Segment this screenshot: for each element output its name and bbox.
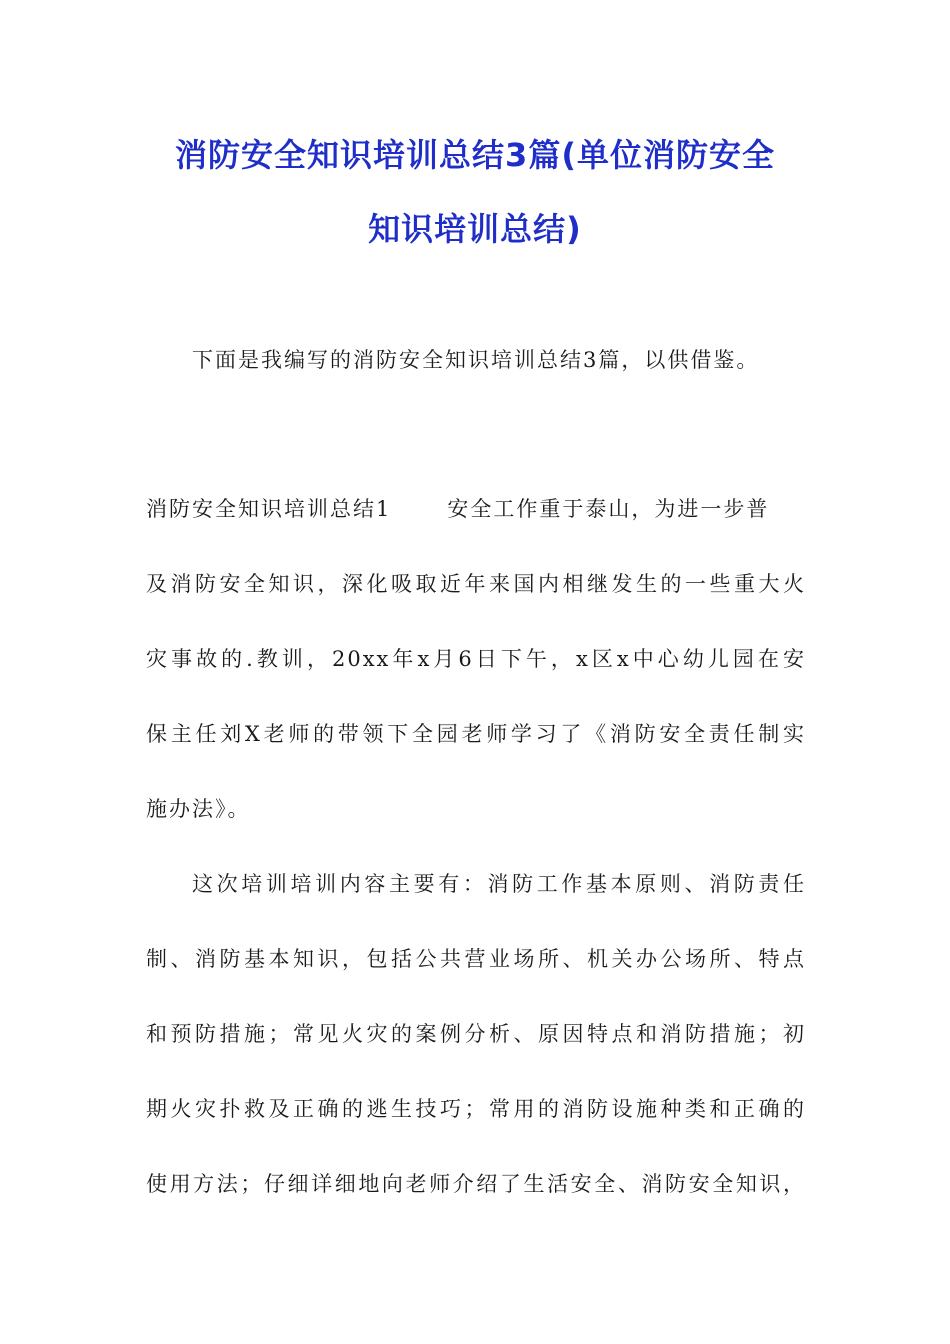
- para1-line-1: 安全工作重于泰山，为进一步普: [447, 497, 770, 521]
- para2-line-5: 使用方法；仔细详细地向老师介绍了生活安全、消防安全知识，: [146, 1172, 806, 1196]
- document-title: [120, 118, 830, 266]
- title-line-1: 消防安全知识培训总结3篇(单位消防安全: [175, 136, 775, 174]
- intro-paragraph: 下面是我编写的消防安全知识培训总结3篇，以供借鉴。: [192, 348, 760, 372]
- para1-line-2: 及消防安全知识，深化吸取近年来国内相继发生的一些重大火: [146, 572, 806, 596]
- title-line-2: 知识培训总结): [368, 210, 582, 248]
- para2-line-2: 制、消防基本知识，包括公共营业场所、机关办公场所、特点: [146, 947, 806, 971]
- para2-line-4: 期火灾扑救及正确的逃生技巧；常用的消防设施种类和正确的: [146, 1097, 806, 1121]
- para2-line-3: 和预防措施；常见火灾的案例分析、原因特点和消防措施；初: [146, 1022, 806, 1046]
- para1-line-4: 保主任刘X老师的带领下全园老师学习了《消防安全责任制实: [146, 722, 806, 746]
- para1-line-5: 施办法》。: [146, 797, 251, 821]
- section1-heading: 消防安全知识培训总结1: [146, 497, 392, 521]
- para1-line-3: 灾事故的.教训，20xx年x月6日下午，x区x中心幼儿园在安: [146, 647, 806, 671]
- para2-line-1: 这次培训培训内容主要有：消防工作基本原则、消防责任: [192, 872, 806, 896]
- section1-first-line: [146, 494, 806, 524]
